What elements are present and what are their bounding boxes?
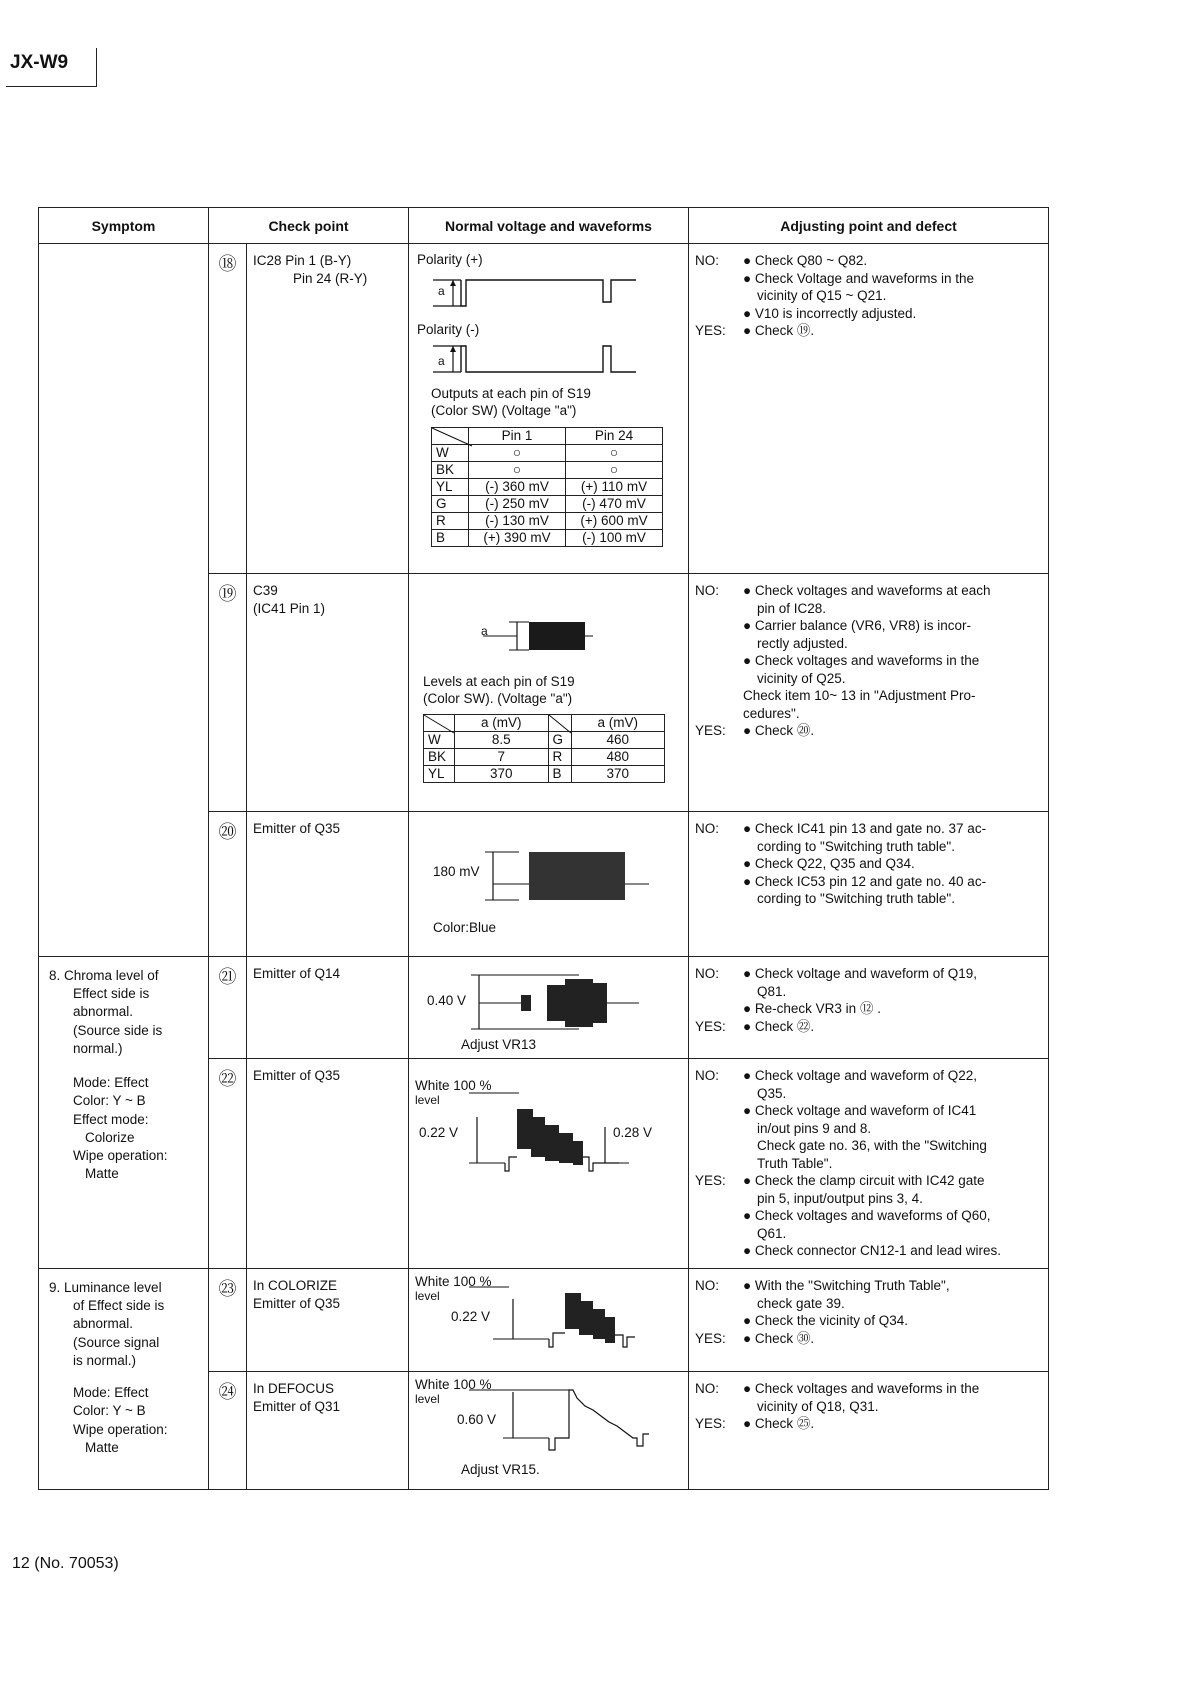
- level-180mv-label: 180 mV: [433, 864, 480, 879]
- pin-table-col-pin1: Pin 1: [469, 428, 566, 445]
- symptom-cell-empty: [39, 244, 209, 957]
- header-adjusting-point: Adjusting point and defect: [689, 208, 1049, 244]
- symptom-9: 9. Luminance level of Effect side is abnormal. (Source signal is normal.) Mode: Effect Color: Y ~ B Wipe operation: Matte: [39, 1269, 209, 1490]
- levels-table: [423, 714, 665, 783]
- check-point-19: C39 (IC41 Pin 1): [247, 574, 409, 812]
- polarity-positive-label: Polarity (+): [417, 252, 483, 267]
- adjust-cell-24: NO: ● Check voltages and waveforms in the vicinity of Q18, Q31. YES: ● Check ㉕.: [689, 1372, 1049, 1490]
- header-divider-horizontal: [6, 86, 97, 87]
- symptom-8: 8. Chroma level of Effect side is abnormal. (Source side is normal.) Mode: Effect Color: Y ~ B Effect mode: Colorize Wipe operation: Matte: [39, 957, 209, 1269]
- pin-output-table: [431, 427, 663, 547]
- polarity-positive-waveform: [431, 274, 671, 314]
- colorize-staircase-waveform: [409, 1087, 689, 1197]
- check-point-23: In COLORIZE Emitter of Q35: [247, 1269, 409, 1372]
- check-number-21: ㉑: [209, 957, 247, 1059]
- adjust-cell-18: NO: ● Check Q80 ~ Q82. ● Check Voltage and waveforms in the vicinity of Q15 ~ Q21. ● V10 is incorrectly adjusted. YES: ● Check ⑲.: [689, 244, 1049, 574]
- table-row-18: [39, 244, 1049, 574]
- outputs-caption: Outputs at each pin of S19 (Color SW) (Voltage "a"): [431, 386, 591, 418]
- adjust-vr15-label: Adjust VR15.: [461, 1462, 540, 1478]
- table-row: BK ○ ○: [432, 462, 663, 479]
- table-row-21: [39, 957, 1049, 1059]
- level-022v-label-23: 0.22 V: [451, 1309, 491, 1325]
- waveform-cell-19: [409, 574, 689, 812]
- page-number: 12 (No. 70053): [12, 1555, 119, 1572]
- amplitude-a-label-19: a: [481, 624, 488, 638]
- level-022v-label-22: 0.22 V: [419, 1125, 459, 1140]
- table-row: BK 7 R 480: [424, 749, 665, 766]
- waveform-cell-23: [409, 1269, 689, 1372]
- check-number-22: ㉒: [209, 1059, 247, 1269]
- pin-table-col-pin24: Pin 24: [566, 428, 663, 445]
- polarity-negative-waveform: [431, 344, 671, 384]
- carrier-waveform: [469, 604, 669, 654]
- header-divider-vertical: [96, 48, 97, 86]
- white-level-label-22: White 100 % level: [415, 1078, 492, 1107]
- adjust-cell-20: NO: ● Check IC41 pin 13 and gate no. 37 ac- cording to "Switching truth table". ● Check Q22, Q35 and Q34. ● Check IC53 pin 12 and gate no. 40 ac- cording to "Switching truth table".: [689, 812, 1049, 957]
- check-number-24: ㉔: [209, 1372, 247, 1490]
- waveform-cell-18: [409, 244, 689, 574]
- table-row: YL (-) 360 mV (+) 110 mV: [432, 479, 663, 496]
- levels-caption: Levels at each pin of S19 (Color SW). (Voltage "a"): [423, 674, 575, 706]
- color-blue-label: Color:Blue: [433, 920, 497, 935]
- levels-col-a2: a (mV): [571, 715, 665, 732]
- check-number-19: ⑲: [209, 574, 247, 812]
- check-point-24: In DEFOCUS Emitter of Q31: [247, 1372, 409, 1490]
- model-header: JX-W9: [10, 52, 69, 73]
- amplitude-a-label-neg: a: [438, 354, 445, 368]
- waveform-cell-22: [409, 1059, 689, 1269]
- adjust-cell-22: NO: ● Check voltage and waveform of Q22, Q35. ● Check voltage and waveform of IC41 in/out pins 9 and 8. Check gate no. 36, with the "Switching Truth Table". YES: ● Check the clamp circuit with IC42 gate pin 5, input/output pins 3, 4. ● Check voltages and waveforms of Q60, Q61. ● Check connector CN12-1 and lead wires.: [689, 1059, 1049, 1269]
- adjust-cell-23: NO: ● With the "Switching Truth Table", check gate 39. ● Check the vicinity of Q34. YES: ● Check ㉚.: [689, 1269, 1049, 1372]
- check-point-22: Emitter of Q35: [247, 1059, 409, 1269]
- check-number-23: ㉓: [209, 1269, 247, 1372]
- defocus-waveform: [409, 1376, 689, 1476]
- check-number-18: ⑱: [209, 244, 247, 574]
- adjust-cell-19: NO: ● Check voltages and waveforms at each pin of IC28. ● Carrier balance (VR6, VR8) is incor- rectly adjusted. ● Check voltages and waveforms in the vicinity of Q25. Check item 10~ 13 in "Adjustment Pro- cedures". YES: ● Check ⑳.: [689, 574, 1049, 812]
- waveform-cell-21: [409, 957, 689, 1059]
- check-point-21: Emitter of Q14: [247, 957, 409, 1059]
- table-row-23: [39, 1269, 1049, 1372]
- troubleshooting-table: [38, 207, 1049, 1490]
- check-number-20: ⑳: [209, 812, 247, 957]
- white-level-label-24: White 100 % level: [415, 1377, 492, 1406]
- waveform-cell-24: [409, 1372, 689, 1490]
- level-040v-label: 0.40 V: [427, 993, 467, 1008]
- table-row: YL 370 B 370: [424, 766, 665, 783]
- waveform-cell-20: [409, 812, 689, 957]
- table-row: W 8.5 G 460: [424, 732, 665, 749]
- chroma-waveform: [469, 969, 709, 1039]
- table-row: G (-) 250 mV (-) 470 mV: [432, 496, 663, 513]
- levels-col-a: a (mV): [455, 715, 549, 732]
- level-060v-label: 0.60 V: [457, 1412, 497, 1428]
- amplitude-a-label-pos: a: [438, 284, 445, 298]
- header-check-point: Check point: [209, 208, 409, 244]
- adjust-vr13-label: Adjust VR13: [461, 1037, 537, 1052]
- pin-table-corner: [432, 428, 469, 445]
- header-symptom: Symptom: [39, 208, 209, 244]
- adjust-cell-21: NO: ● Check voltage and waveform of Q19, Q81. ● Re-check VR3 in ⑫ . YES: ● Check ㉒.: [689, 957, 1049, 1059]
- table-row: W ○ ○: [432, 445, 663, 462]
- level-028v-label: 0.28 V: [613, 1125, 653, 1140]
- white-level-label-23: White 100 % level: [415, 1274, 492, 1303]
- table-row: B (+) 390 mV (-) 100 mV: [432, 530, 663, 547]
- check-point-20: Emitter of Q35: [247, 812, 409, 957]
- header-normal-voltage: Normal voltage and waveforms: [409, 208, 689, 244]
- check-point-18: IC28 Pin 1 (B-Y) Pin 24 (R-Y): [247, 244, 409, 574]
- polarity-negative-label: Polarity (-): [417, 322, 480, 337]
- colorize-luminance-waveform: [409, 1273, 689, 1373]
- table-row: R (-) 130 mV (+) 600 mV: [432, 513, 663, 530]
- blue-burst-waveform: [479, 844, 719, 914]
